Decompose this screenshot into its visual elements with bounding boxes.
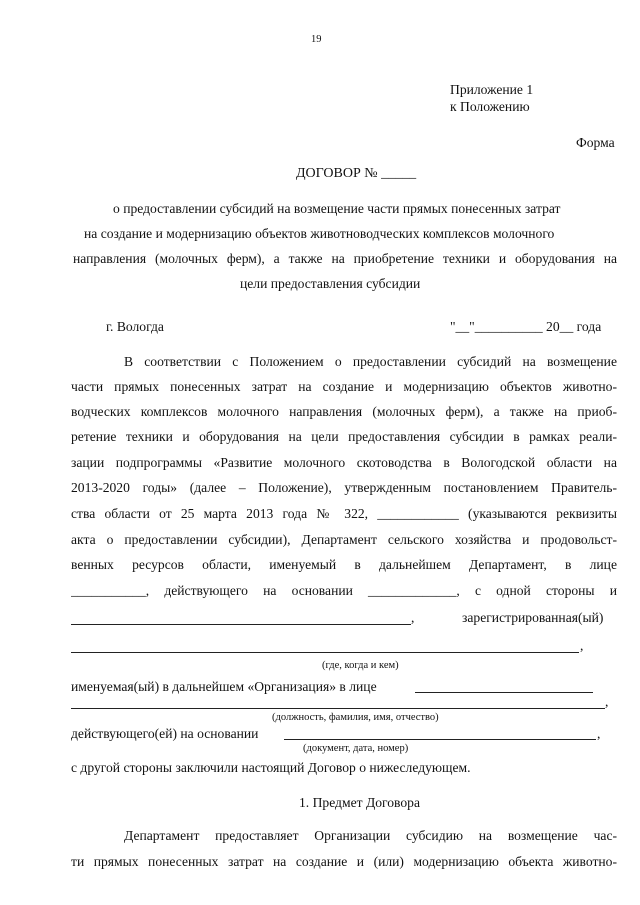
acting-line: действующего(ей) на основании	[71, 726, 259, 741]
named-line: именуемая(ый) в дальнейшем «Организация» в лице	[71, 679, 377, 694]
appendix-line-2: к Положению	[450, 99, 530, 114]
representative-blank	[415, 692, 593, 693]
page-number: 19	[311, 34, 322, 45]
comma-2: ,	[580, 638, 584, 653]
date-field: "__"__________ 20__ года	[450, 319, 602, 334]
body-line-2: части прямых понесенных затрат на создание и модернизацию объектов животно-	[71, 379, 617, 394]
comma-1: ,	[411, 610, 415, 625]
registered-label: зарегистрированная(ый)	[462, 610, 604, 625]
body-line-9: венных ресурсов области, именуемый в дальнейшем Департамент, в лице	[71, 557, 617, 572]
comma-4: ,	[597, 726, 601, 741]
basis-blank	[284, 739, 596, 740]
subtitle-line-1: о предоставлении субсидий на возмещение части прямых понесенных затрат	[113, 201, 561, 216]
body-line-1: В соответствии с Положением о предоставлении субсидий на возмещение	[124, 354, 617, 369]
section-1-line-2: ти прямых понесенных затрат на создание и (или) модернизацию объекта животно-	[71, 854, 617, 869]
hint-document: (документ, дата, номер)	[303, 743, 409, 754]
section-1-title: 1. Предмет Договора	[299, 795, 421, 810]
section-1-line-1: Департамент предоставляет Организации субсидию на возмещение час-	[124, 828, 617, 843]
hint-where: (где, когда и кем)	[322, 660, 399, 671]
contract-title: ДОГОВОР № _____	[296, 166, 417, 181]
concluded-line: с другой стороны заключили настоящий Договор о нижеследующем.	[71, 760, 471, 775]
body-line-10: ___________, действующего на основании _____________, с одной стороны и	[71, 583, 617, 598]
body-line-3: водческих комплексов молочного направления (молочных ферм), а также на приоб-	[71, 404, 617, 419]
representative-blank-2	[71, 708, 605, 709]
org-name-blank	[71, 624, 411, 625]
hint-position: (должность, фамилия, имя, отчество)	[272, 712, 439, 723]
body-line-8: акта о предоставлении субсидии), Департамент сельского хозяйства и продовольст-	[71, 532, 617, 547]
subtitle-line-2: на создание и модернизацию объектов животноводческих комплексов молочного	[84, 226, 555, 241]
subtitle-line-3: направления (молочных ферм), а также на приобретение техники и оборудования на	[73, 251, 617, 266]
comma-3: ,	[605, 694, 609, 709]
body-line-7: ства области от 25 марта 2013 года № 322, ____________ (указываются реквизиты	[71, 506, 617, 521]
registration-blank	[71, 652, 579, 653]
appendix-line-1: Приложение 1	[450, 82, 534, 97]
form-label: Форма	[576, 135, 615, 150]
body-line-5: зации подпрограммы «Развитие молочного скотоводства в Вологодской области на	[71, 455, 617, 470]
body-line-6: 2013-2020 годы» (далее – Положение), утвержденным постановлением Правитель-	[71, 480, 617, 495]
subtitle-line-4: цели предоставления субсидии	[240, 276, 421, 291]
city-label: г. Вологда	[106, 319, 164, 334]
body-line-4: ретение техники и оборудования на цели предоставления субсидии в рамках реали-	[71, 429, 617, 444]
